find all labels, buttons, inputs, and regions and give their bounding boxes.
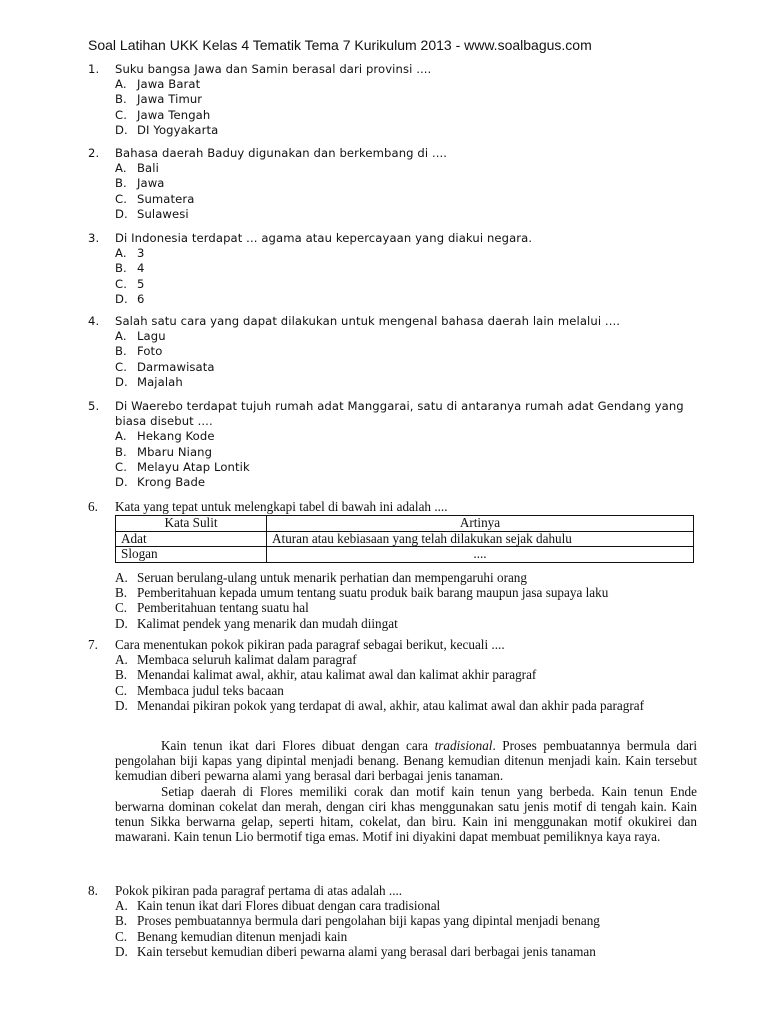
question-1 [88,62,698,138]
table-row [116,531,694,547]
option-b: B. Mbaru Niang [115,444,213,459]
question-4 [88,314,698,390]
option-a: A. Kain tenun ikat dari Flores dibuat dengan cara tradisional [115,898,441,914]
option-c: C. Pemberitahuan tentang suatu hal [115,600,309,616]
option-b: B. Jawa Timur [115,92,203,107]
option-c: C. 5 [115,276,145,291]
question-7 [88,637,698,713]
option-b: B. Foto [115,344,163,359]
option-d: D. Menandai pikiran pokok yang terdapat di awal, akhir, atau kalimat awal dan akhir pada paragraf [115,697,644,713]
option-c: C. Benang kemudian ditenun menjadi kain [115,928,348,944]
option-d: D. 6 [115,291,145,306]
option-list [115,429,698,490]
question-2 [88,146,698,222]
question-text: Bahasa daerah Baduy digunakan dan berkembang di .... [115,146,448,160]
option-a: A. Jawa Barat [115,77,201,92]
question-number: 2. [88,146,100,160]
option-c: C. Sumatera [115,191,195,206]
table-cell: Adat [116,531,267,547]
option-a: A. Hekang Kode [115,429,215,444]
option-a: A. Lagu [115,329,166,344]
option-list [115,898,698,959]
question-number: 6. [88,499,98,514]
page-header: Soal Latihan UKK Kelas 4 Tematik Tema 7 Kurikulum 2013 - www.soalbagus.com [88,37,592,53]
option-c: C. Darmawisata [115,359,215,374]
reading-passage [115,738,697,844]
option-d: D. DI Yogyakarta [115,122,219,137]
option-d: D. Kain tersebut kemudian diberi pewarna alami yang berasal dari berbagai jenis tanaman [115,943,596,959]
option-list [115,570,698,631]
table-cell: Slogan [116,547,267,563]
option-b: B. Pemberitahuan kepada umum tentang suatu produk baik barang maupun jasa supaya laku [115,585,609,601]
option-b: B. Menandai kalimat awal, akhir, atau kalimat awal dan kalimat akhir paragraf [115,667,537,683]
question-text: Salah satu cara yang dapat dilakukan untuk mengenal bahasa daerah lain melalui .... [115,314,621,328]
option-b: B. Jawa [115,176,165,191]
option-list [115,161,698,222]
table-header-cell: Kata Sulit [116,516,267,532]
option-c: C. Melayu Atap Lontik [115,459,250,474]
question-text: Pokok pikiran pada paragraf pertama di atas adalah .... [115,883,403,898]
passage-paragraph-2: Setiap daerah di Flores memiliki corak dan motif kain tenun yang berbeda. Kain tenun Ende berwarna dominan cokelat dan merah, dengan ciri khas menggunakan satu jenis motif di tengah kain. Kain tenun Sikka berwarna gelap, seperti hitam, cokelat, dan biru. Kain ini menggunakan motif okukirei dan mawarani. Kain tenun Lio bermotif tiga emas. Motif ini diyakini dapat membuat pemiliknya kaya raya. [115,783,697,845]
table-cell: .... [267,547,694,563]
question-number: 3. [88,231,100,245]
option-b: B. 4 [115,261,145,276]
vocabulary-table [115,515,694,563]
question-number: 5. [88,399,100,413]
table-header-row [116,516,694,532]
question-number: 4. [88,314,100,328]
question-3 [88,231,698,307]
table-header-cell: Artinya [267,516,694,532]
option-d: D. Sulawesi [115,206,189,221]
option-list [115,77,698,138]
option-d: D. Kalimat pendek yang menarik dan mudah diingat [115,615,398,631]
table-row [116,547,694,563]
option-c: C. Jawa Tengah [115,107,211,122]
option-list [115,246,698,307]
option-list [115,652,698,713]
option-a: A. Seruan berulang-ulang untuk menarik perhatian dan mempengaruhi orang [115,569,527,585]
option-d: D. Majalah [115,374,183,389]
question-number: 7. [88,637,98,652]
question-text: Kata yang tepat untuk melengkapi tabel di bawah ini adalah .... [115,499,448,514]
passage-paragraph-1: Kain tenun ikat dari Flores dibuat dengan cara tradisional. Proses pembuatannya bermula dari pengolahan biji kapas yang dipintal menjadi benang. Benang kemudian ditenun menjadi kain. Kain tersebut kemudian diberi pewarna alami yang berasal dari berbagai jenis tanaman. [115,738,697,784]
italic-term: tradisional [434,738,493,753]
question-5 [88,399,698,490]
option-a: A. Membaca seluruh kalimat dalam paragraf [115,652,357,668]
option-a: A. 3 [115,246,145,261]
option-a: A. Bali [115,161,159,176]
option-b: B. Proses pembuatannya bermula dari pengolahan biji kapas yang dipintal menjadi benang [115,913,600,929]
question-8 [88,883,698,959]
question-6 [88,499,698,631]
question-number: 1. [88,62,100,76]
question-text: Suku bangsa Jawa dan Samin berasal dari provinsi .... [115,62,432,76]
option-d: D. Krong Bade [115,475,206,490]
option-list [115,329,698,390]
table-cell: Aturan atau kebiasaan yang telah dilakukan sejak dahulu [267,531,694,547]
option-c: C. Membaca judul teks bacaan [115,682,284,698]
question-text: Di Waerebo terdapat tujuh rumah adat Manggarai, satu di antaranya rumah adat Gendang yang biasa disebut .... [115,399,684,429]
question-text: Di Indonesia terdapat ... agama atau kepercayaan yang diakui negara. [115,231,533,245]
question-number: 8. [88,883,98,898]
question-text: Cara menentukan pokok pikiran pada paragraf sebagai berikut, kecuali .... [115,637,505,652]
